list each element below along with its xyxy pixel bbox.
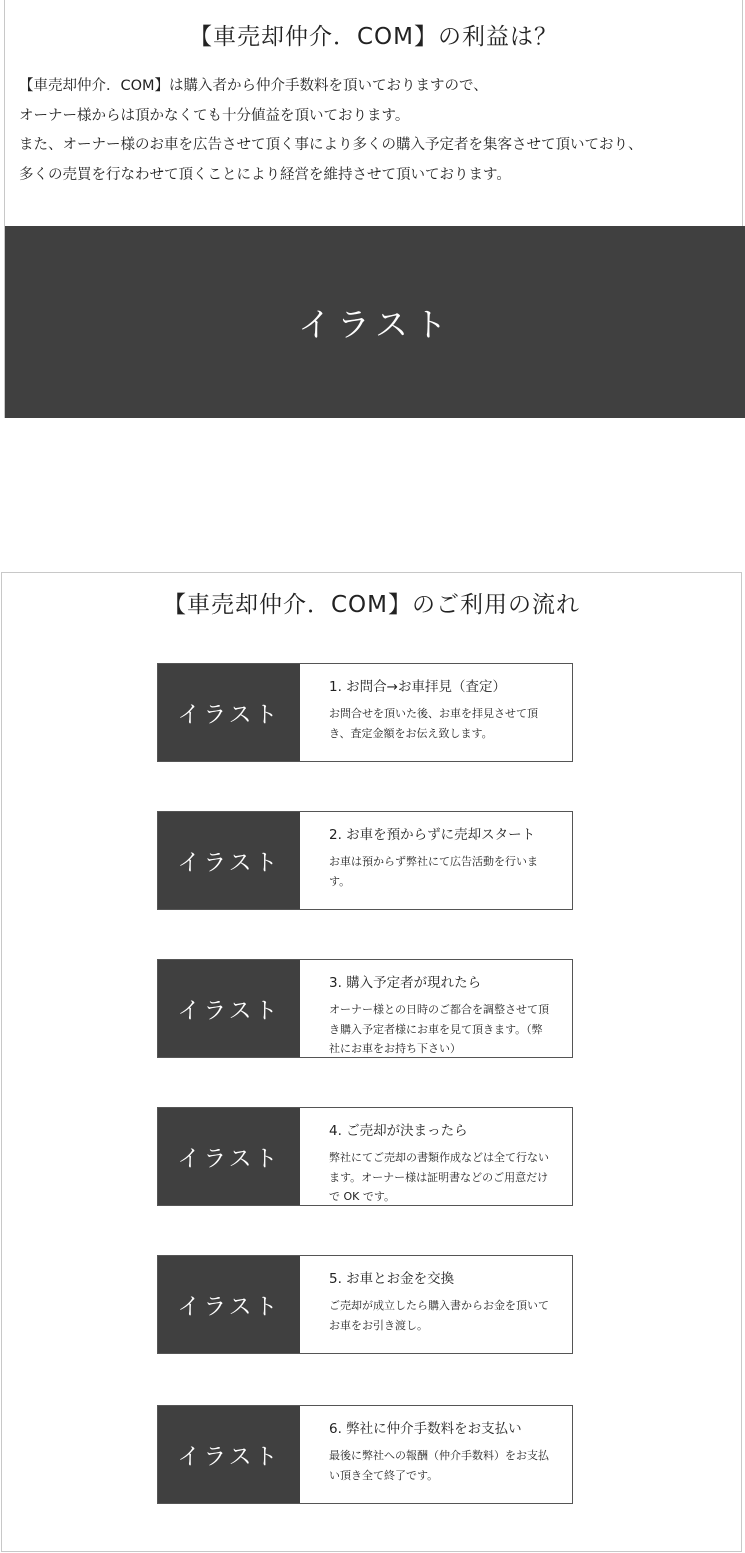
step-heading: 2. お車を預からずに売却スタート xyxy=(329,827,536,843)
flow-step-3 xyxy=(157,959,573,1058)
step-body xyxy=(300,664,572,761)
step-heading: 3. 購入予定者が現れたら xyxy=(329,975,482,991)
step-body xyxy=(300,812,572,909)
benefit-paragraph: 【車売却仲介．COM】は購入者から仲介手数料を頂いておりますので、 xyxy=(19,78,488,94)
step-description: ご売却が成立したら購入書からお金を頂いてお車をお引き渡し。 xyxy=(329,1299,549,1332)
step-body xyxy=(300,1108,572,1205)
benefit-paragraph: 多くの売買を行なわせて頂くことにより経営を維持させて頂いております。 xyxy=(19,166,511,183)
benefit-paragraph: オーナー様からは頂かなくても十分値益を頂いております。 xyxy=(19,107,410,124)
benefit-section xyxy=(4,0,743,418)
step-body xyxy=(300,1406,572,1503)
step-illustration-placeholder: イラスト xyxy=(158,1406,300,1503)
step-description: 最後に弊社への報酬（仲介手数料）をお支払い頂き全て終了です。 xyxy=(329,1449,549,1482)
benefit-description xyxy=(19,72,739,190)
flow-section xyxy=(1,572,742,1552)
step-heading: 6. 弊社に仲介手数料をお支払い xyxy=(329,1421,522,1437)
flow-step-4 xyxy=(157,1107,573,1206)
step-heading: 5. お車とお金を交換 xyxy=(329,1271,455,1287)
flow-step-1 xyxy=(157,663,573,762)
step-heading: 1. お問合→お車拝見（査定） xyxy=(329,679,506,695)
step-description: お問合せを頂いた後、お車を拝見させて頂き、査定金額をお伝え致します。 xyxy=(329,707,538,740)
step-body xyxy=(300,960,572,1057)
step-illustration-placeholder: イラスト xyxy=(158,1108,300,1205)
benefit-title: 【車売却仲介．COM】の利益は？ xyxy=(188,24,558,50)
step-illustration-placeholder: イラスト xyxy=(158,812,300,909)
step-description: オーナー様との日時のご都合を調整させて頂き購入予定者様にお車を見て頂きます。（弊社にお車をお持ち下さい） xyxy=(329,1003,549,1055)
step-body xyxy=(300,1256,572,1353)
flow-title: 【車売却仲介．COM】のご利用の流れ xyxy=(162,592,580,618)
step-description: お車は預からず弊社にて広告活動を行います。 xyxy=(329,855,538,888)
step-heading: 4. ご売却が決まったら xyxy=(329,1123,468,1139)
step-description: 弊社にてご売却の書類作成などは全て行ないます。オーナー様は証明書などのご用意だけで OK です。 xyxy=(329,1151,549,1203)
step-illustration-placeholder: イラスト xyxy=(158,960,300,1057)
flow-step-6 xyxy=(157,1405,573,1504)
step-illustration-placeholder: イラスト xyxy=(158,1256,300,1353)
benefit-paragraph: また、オーナー様のお車を広告させて頂く事により多くの購入予定者を集客させて頂いており、 xyxy=(19,137,643,153)
step-illustration-placeholder: イラスト xyxy=(158,664,300,761)
benefit-illustration-placeholder: イラスト xyxy=(5,226,745,418)
flow-step-5 xyxy=(157,1255,573,1354)
flow-step-2 xyxy=(157,811,573,910)
